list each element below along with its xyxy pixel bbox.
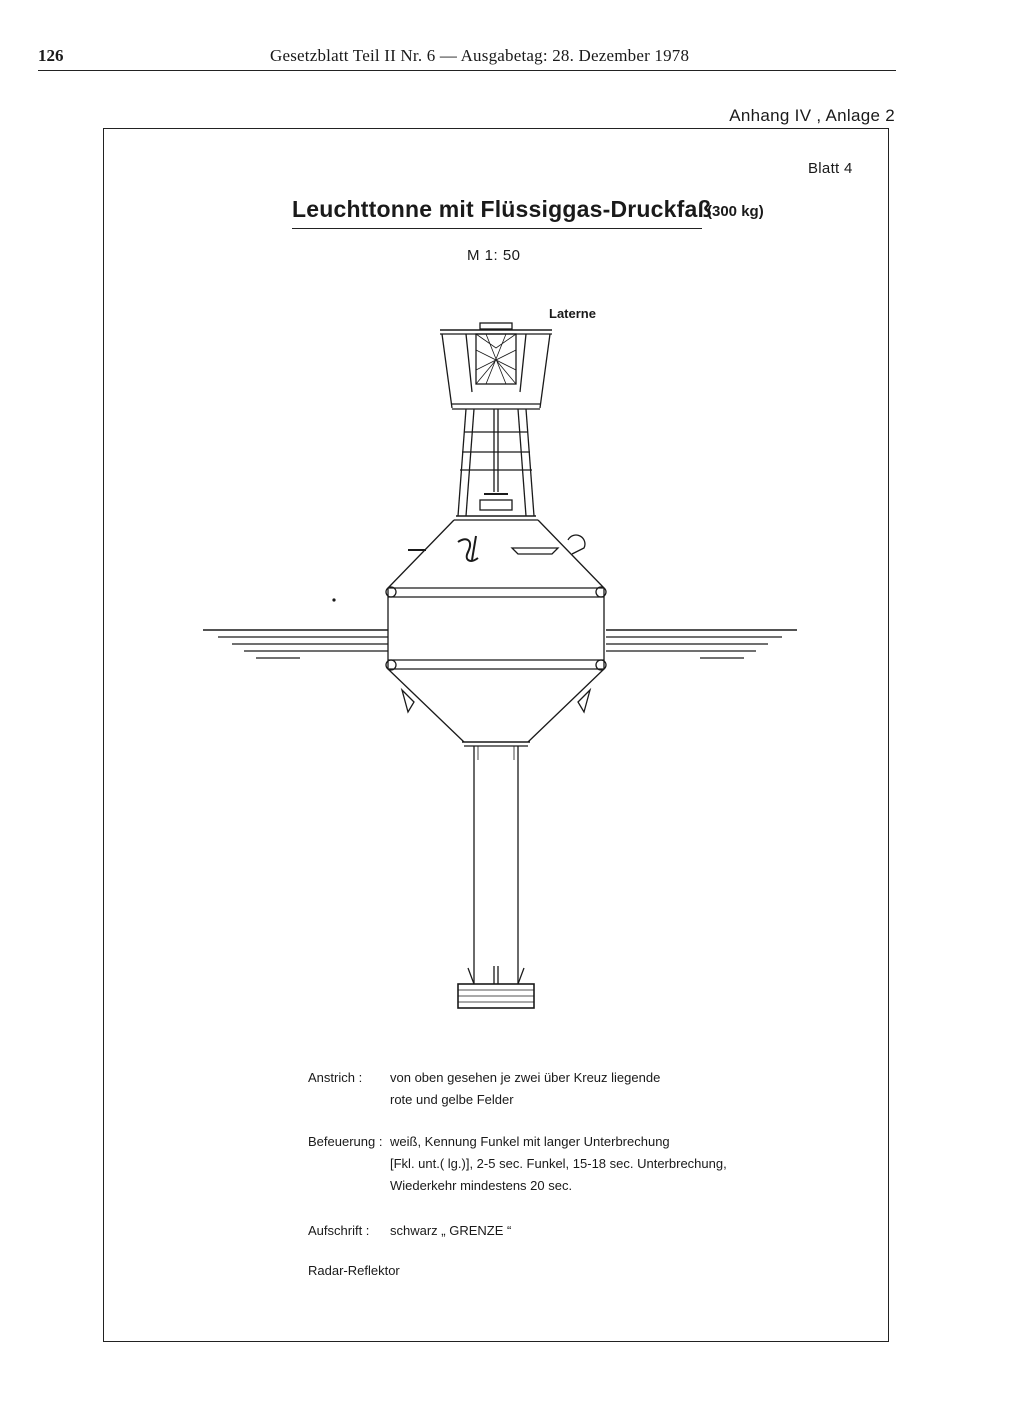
spec-line: rote und gelbe Felder	[390, 1092, 514, 1107]
page-number: 126	[38, 46, 64, 65]
spec-value-inscription	[390, 1220, 511, 1242]
tail-tube	[468, 746, 524, 984]
sheet-label: Blatt 4	[808, 160, 853, 177]
buoy-tower	[454, 409, 538, 520]
lantern-cage	[440, 323, 552, 409]
lantern-label: Laterne	[549, 306, 596, 321]
spec-label-inscription: Aufschrift :	[308, 1223, 370, 1238]
spec-value-paint	[390, 1067, 660, 1111]
cylindrical-body	[386, 587, 606, 670]
radar-reflector-note: Radar-Reflektor	[308, 1263, 400, 1278]
spec-line: schwarz „ GRENZE “	[390, 1223, 512, 1238]
spec-line: weiß, Kennung Funkel mit langer Unterbrechung	[390, 1134, 670, 1149]
upper-cone	[332, 520, 604, 602]
annex-label: Anhang IV , Anlage 2	[729, 106, 895, 125]
spec-line: von oben gesehen je zwei über Kreuz liegende	[390, 1070, 661, 1085]
scale-label: M 1: 50	[467, 247, 521, 264]
spec-line: [Fkl. unt.( lg.)], 2-5 sec. Funkel, 15-18 sec. Unterbrechung,	[390, 1156, 727, 1171]
counterweight	[458, 984, 534, 1008]
drawing-title: Leuchttonne mit Flüssiggas-Druckfaß	[292, 196, 712, 222]
running-title: Gesetzblatt Teil II Nr. 6 — Ausgabetag: 28. Dezember 1978	[270, 46, 690, 65]
title-weight: (300 kg)	[707, 203, 764, 220]
lower-cone	[388, 669, 604, 746]
spec-label-paint: Anstrich :	[308, 1070, 363, 1085]
spec-value-lighting	[390, 1131, 727, 1197]
spec-label-lighting: Befeuerung :	[308, 1134, 383, 1149]
water-surface-lines	[203, 630, 797, 658]
spec-line: Wiederkehr mindestens 20 sec.	[390, 1178, 573, 1193]
